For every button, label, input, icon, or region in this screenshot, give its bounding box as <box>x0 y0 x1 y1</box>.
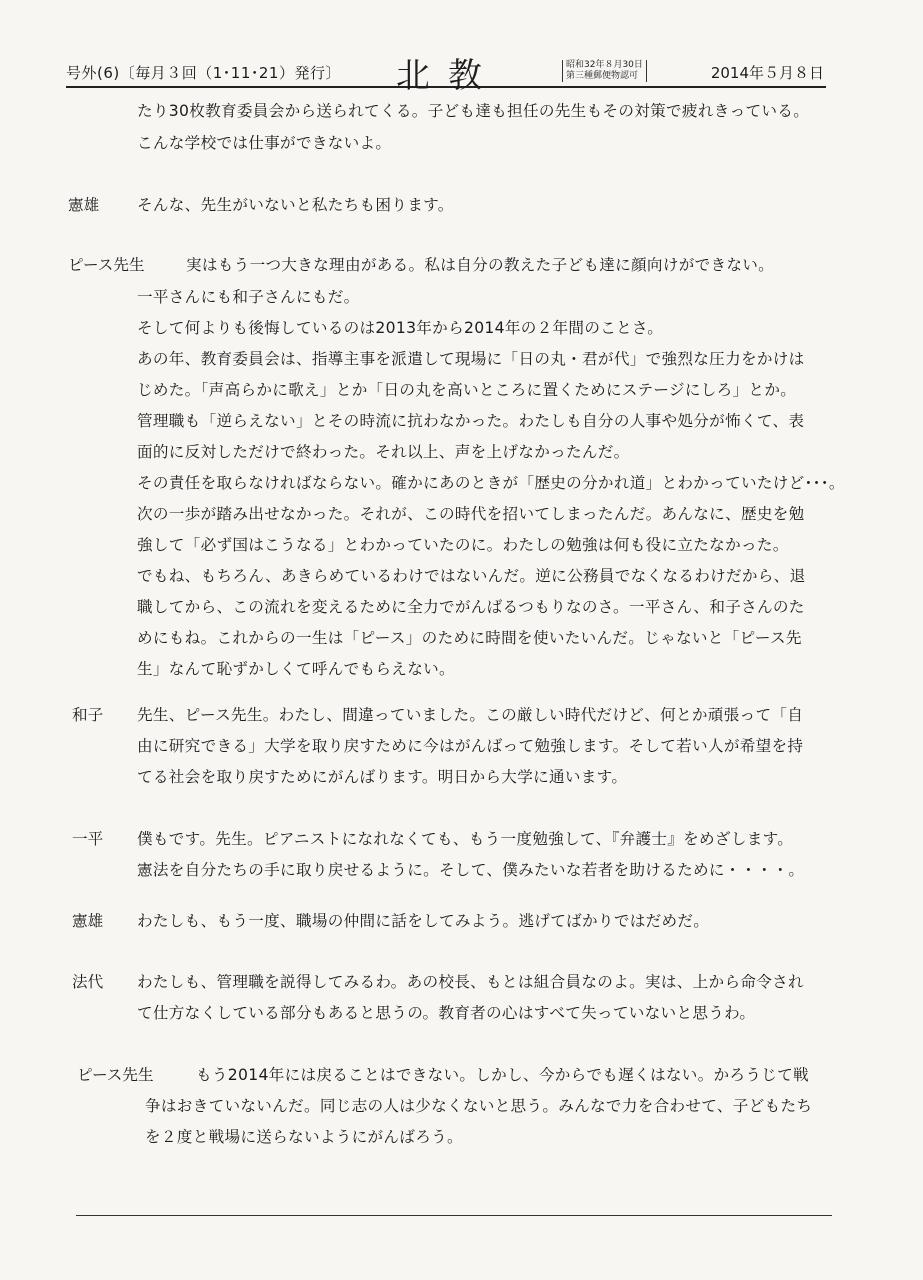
dialogue-line: 強して「必ず国はこうなる」とわかっていたのに。わたしの勉強は何も役に立たなかった。 <box>137 536 789 554</box>
speaker-name: 憲雄 <box>68 196 100 214</box>
dialogue-line: 憲法を自分たちの手に取り戻せるように。そして、僕みたいな若者を助けるために・・・・。 <box>137 861 805 879</box>
registration-line-1: 昭和32年８月30日 <box>566 60 643 70</box>
dialogue-line: あの年、教育委員会は、指導主事を派遣して現場に「日の丸・君が代」で強烈な圧力をかけは <box>137 350 805 368</box>
dialogue-line: じめた。「声高らかに歌え」とか「日の丸を高いところに置くためにステージにしろ」とか。 <box>137 381 797 399</box>
dialogue-line: 管理職も「逆らえない」とその時流に抗わなかった。わたしも自分の人事や処分が怖くて、表 <box>137 412 805 430</box>
dialogue-line: その責任を取らなければならない。確かにあのときが「歴史の分かれ道」とわかっていたけど･･･。 <box>137 474 845 492</box>
speaker-name: 憲雄 <box>72 912 104 930</box>
dialogue-line: 生」なんて恥ずかしくて呼んでもらえない。 <box>137 660 455 678</box>
dialogue-line: 一平さんにも和子さんにもだ。 <box>137 288 360 306</box>
issue-info: 号外(6)〔毎月３回（1･11･21）発行〕 <box>66 64 341 82</box>
dialogue-line: わたしも、もう一度、職場の仲間に話をしてみよう。逃げてばかりではだめだ。 <box>137 912 710 930</box>
speaker-name: ピース先生 <box>77 1066 154 1084</box>
dialogue-line: でもね、もちろん、あきらめているわけではないんだ。逆に公務員でなくなるわけだから、退 <box>137 567 806 585</box>
dialogue-line: 争はおきていないんだ。同じ志の人は少なくないと思う。みんなで力を合わせて、子どもたち <box>145 1097 813 1115</box>
dialogue-line: てる社会を取り戻すためにがんばります。明日から大学に通います。 <box>137 768 628 786</box>
dialogue-line: わたしも、管理職を説得してみるわ。あの校長、もとは組合員なのよ。実は、上から命令され <box>137 973 804 991</box>
speaker-name: 一平 <box>72 830 104 848</box>
registration-line-2: 第三種郵便物認可 <box>566 71 639 81</box>
speaker-name: 法代 <box>72 973 104 991</box>
dialogue-line: を２度と戦場に送らないようにがんばろう。 <box>145 1128 463 1146</box>
dialogue-line: 面的に反対しただけで終わった。それ以上、声を上げなかったんだ。 <box>137 443 630 461</box>
dialogue-line: 先生、ピース先生。わたし、間違っていました。この厳しい時代だけど、何とか頑張って「自 <box>137 706 804 724</box>
dialogue-line: 次の一歩が踏み出せなかった。それが、この時代を招いてしまったんだ。あんなに、歴史を勉 <box>137 505 805 523</box>
dialogue-line: もう2014年には戻ることはできない。しかし、今からでも遅くはない。かろうじて戦 <box>196 1066 809 1084</box>
speaker-name: ピース先生 <box>68 256 145 274</box>
dialogue-line: そして何よりも後悔しているのは2013年から2014年の２年間のことさ。 <box>137 319 664 337</box>
dialogue-line: こんな学校では仕事ができないよ。 <box>137 134 392 152</box>
dialogue-line: 実はもう一つ大きな理由がある。私は自分の教えた子ども達に顔向けができない。 <box>186 256 775 274</box>
dialogue-line: そんな、先生がいないと私たちも困ります。 <box>137 196 454 214</box>
issue-date: 2014年５月８日 <box>710 64 824 82</box>
dialogue-line: て仕方なくしている部分もあると思うの。教育者の心はすべて失っていないと思うわ。 <box>137 1004 756 1022</box>
newspaper-title: 北教 <box>396 56 500 96</box>
dialogue-line: たり30枚教育委員会から送られてくる。子ども達も担任の先生もその対策で疲れきっている。 <box>137 102 810 120</box>
dialogue-line: 職してから、この流れを変えるために全力でがんばるつもりなのさ。一平さん、和子さんのた <box>137 598 805 616</box>
dialogue-line: 僕もです。先生。ピアニストになれなくても、もう一度勉強して、『弁護士』をめざします。 <box>137 830 794 848</box>
dialogue-line: めにもね。これからの一生は「ピース」のために時間を使いたいんだ。じゃないと「ピース先 <box>137 629 802 647</box>
dialogue-line: 由に研究できる」大学を取り戻すために今はがんばって勉強します。そして若い人が希望を持 <box>137 737 804 755</box>
footer-rule <box>76 1215 832 1216</box>
speaker-name: 和子 <box>72 706 104 724</box>
